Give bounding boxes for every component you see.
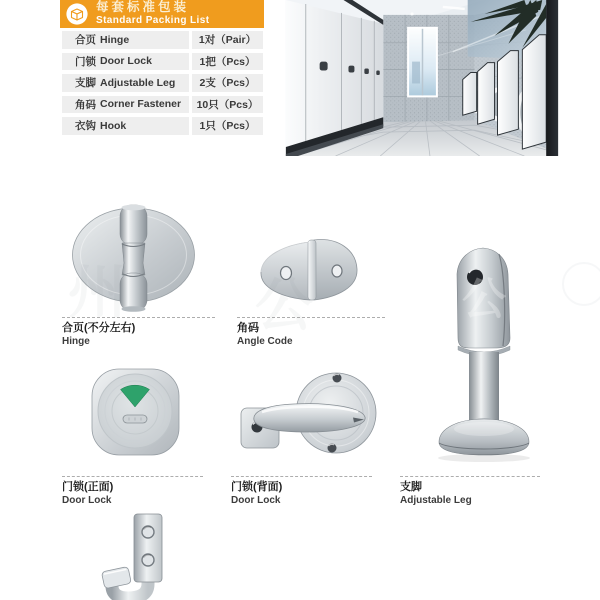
door-lock-front-label-zh: 门锁(正面) [62,481,114,493]
item-qty: 2支（Pcs） [199,77,256,90]
packing-list-table [62,31,263,135]
hinge-label-en: Hinge [62,336,90,347]
adjustable-leg-label-en: Adjustable Leg [400,495,472,506]
divider-door-lock-front [62,476,203,477]
item-qty: 10只（Pcs） [196,98,259,111]
divider-adjustable-leg [400,476,540,477]
product-angle-code-image [254,234,358,311]
header-title-en: Standard Packing List [96,15,210,27]
item-qty: 1把（Pcs） [199,55,256,68]
product-door-lock-front-image [89,366,181,463]
item-name-zh: 衣钩 [75,120,96,133]
product-hook-image [98,508,198,600]
item-name-zh: 支脚 [75,77,96,90]
item-name-en: Door Lock [100,55,152,68]
door-lock-front-label-en: Door Lock [62,495,112,506]
item-name-en: Adjustable Leg [100,76,176,89]
item-name-zh: 角码 [75,98,96,111]
product-hinge-image [63,203,204,318]
restroom-partition-interior-photo [285,0,559,156]
item-name-en: Hinge [100,33,130,46]
watermark-glyph: 公 [462,275,506,324]
hinge-icon [63,203,204,313]
divider-angle-code [237,317,385,318]
product-adjustable-leg-image [433,236,533,469]
hinge-label-zh: 合页(不分左右) [62,322,136,334]
product-door-lock-back-image [232,362,380,467]
angle-code-label-zh: 角码 [237,322,259,334]
door-lock-handle-icon [232,362,380,462]
header-title-zh: 每套标准包装 [96,0,190,15]
packing-list-header [60,0,264,28]
item-qty: 1只（Pcs） [199,120,256,133]
adjustable-leg-label-zh: 支脚 [400,481,422,493]
watermark-ring [562,262,600,306]
corner-bracket-icon [254,234,358,306]
door-lock-indicator-icon [89,366,181,458]
door-lock-back-label-zh: 门锁(背面) [231,481,283,493]
item-qty: 1对（Pair） [198,34,257,47]
item-name-en: Corner Fastener [100,98,182,111]
divider-door-lock-back [231,476,372,477]
table-row [62,74,263,92]
coat-hook-icon [98,508,198,600]
watermark-glyph: 公 [255,273,314,338]
table-row [62,31,263,49]
divider-hinge [62,317,215,318]
table-row [62,53,263,71]
table-row [62,96,263,114]
angle-code-label-en: Angle Code [237,336,293,347]
support-leg-icon [433,236,533,464]
item-name-zh: 合页 [75,34,96,47]
door-lock-back-label-en: Door Lock [231,495,281,506]
item-name-en: Hook [100,119,127,132]
package-box-icon [65,2,89,26]
item-name-zh: 门锁 [75,55,96,68]
table-row [62,117,263,135]
